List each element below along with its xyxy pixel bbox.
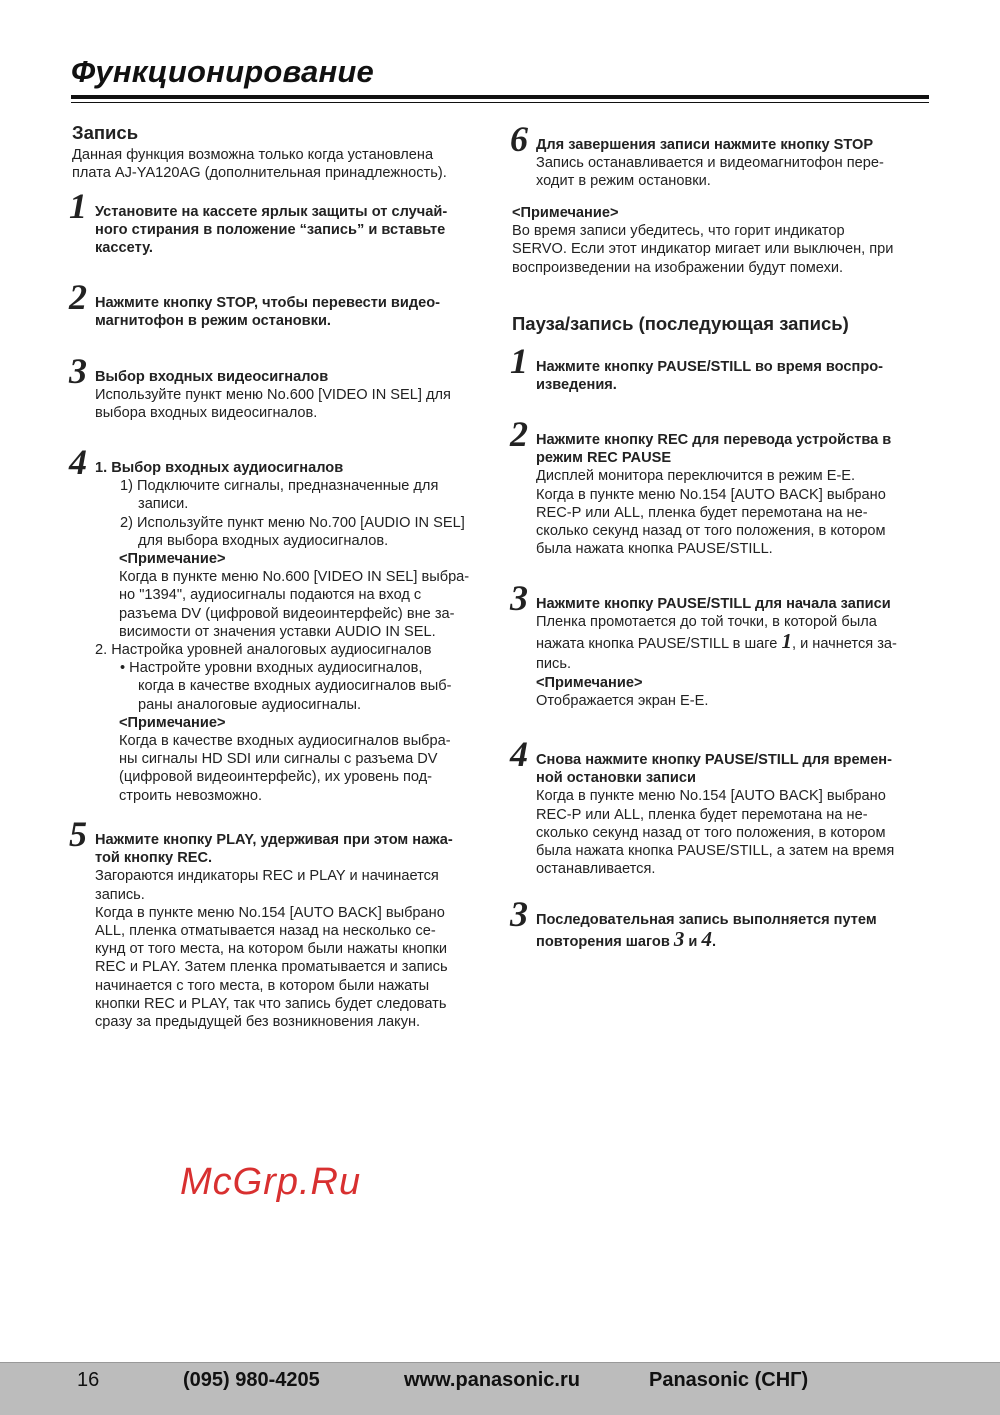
step-number: 5	[69, 814, 87, 854]
line-text: , и начнется за-	[791, 636, 897, 653]
step-line: была нажата кнопка PAUSE/STILL.	[536, 541, 773, 558]
step-line: Когда в пункте меню No.600 [VIDEO IN SEL] выбра-	[119, 569, 470, 586]
page-number: 16	[77, 1369, 100, 1391]
step-number: 1	[69, 186, 87, 226]
step-line: когда в качестве входных аудиосигналов выб-	[138, 678, 452, 695]
pause-step-4	[510, 734, 895, 878]
note-label: <Примечание>	[119, 714, 226, 731]
step-line: Пленка промотается до той точки, в которой была	[536, 614, 877, 631]
step-line: останавливается.	[536, 861, 656, 878]
step-3	[69, 351, 451, 423]
step-line: REC и PLAY. Затем пленка проматывается и запись	[95, 959, 448, 976]
step-line: висимости от значения уставки AUDIO IN SEL.	[119, 623, 436, 640]
line-text: .	[711, 934, 717, 951]
step-line: Установите на кассете ярлык защиты от случай-	[95, 204, 448, 220]
step-line: кунд от того места, на котором были нажаты кнопки	[95, 941, 448, 958]
step-line: ходит в режим остановки.	[536, 173, 711, 190]
step-reference: 4	[701, 927, 712, 952]
step-line: воспроизведении на изображении будут помехи.	[512, 259, 844, 276]
step-line: для выбора входных аудиосигналов.	[138, 532, 389, 549]
step-reference: 3	[673, 927, 685, 952]
step-line: Во время записи убедитесь, что горит индикатор	[512, 223, 845, 240]
step-line: раны аналоговые аудиосигналы.	[138, 696, 362, 713]
step-line: пись.	[536, 656, 572, 673]
step-line: сразу за предыдущей без возникновения лакун.	[95, 1014, 421, 1031]
step-line: (цифровой видеоинтерфейс), их уровень под-	[119, 769, 433, 786]
footer-website[interactable]: www.panasonic.ru	[404, 1369, 580, 1391]
step-number: 6	[510, 119, 528, 159]
step-line: кнопки REC и PLAY, так что запись будет следовать	[95, 995, 447, 1012]
intro-line: Данная функция возможна только когда установлена	[72, 147, 434, 163]
footer-phone: (095) 980-4205	[183, 1369, 320, 1391]
step-number: 3	[69, 351, 87, 391]
section-heading-recording: Запись	[72, 122, 139, 143]
step-line: 1) Подключите сигналы, предназначенные для	[120, 478, 439, 495]
step-line: REC-P или ALL, пленка будет перемотана на не-	[536, 504, 868, 521]
step-line: запись.	[95, 886, 145, 903]
pause-step-3	[510, 894, 877, 953]
section-intro	[72, 146, 447, 182]
watermark: McGrp.Ru	[180, 1161, 362, 1203]
footer-brand: Panasonic (СНГ)	[649, 1369, 809, 1391]
step-number: 4	[510, 734, 528, 774]
step-line: 2. Настройка уровней аналоговых аудиосигналов	[95, 642, 432, 659]
step-line: Отображается экран E-E.	[536, 692, 709, 709]
note-label: <Примечание>	[536, 674, 643, 691]
step-line: Запись останавливается и видеомагнитофон пере-	[536, 155, 884, 172]
page-title: Функционирование	[71, 54, 374, 89]
intro-line: плата AJ-YA120AG (дополнительная принадлежность).	[72, 165, 447, 182]
step-reference: 1	[781, 629, 792, 654]
step-line: Когда в пункте меню No.154 [AUTO BACK] выбрано	[536, 486, 886, 503]
step-line: сколько секунд назад от того положения, в котором	[536, 824, 886, 841]
line-text: повторения шагов	[536, 934, 674, 951]
title-rule-thin	[71, 102, 929, 103]
step-line: изведения.	[536, 377, 617, 394]
step-line: ного стирания в положение “запись” и вставьте	[95, 222, 446, 239]
step-line: разъема DV (цифровой видеоинтерфейс) вне за-	[119, 605, 455, 622]
step-line: Когда в пункте меню No.154 [AUTO BACK] выбрано	[536, 788, 886, 805]
step-line: Когда в качестве входных аудиосигналов выбра-	[119, 733, 451, 750]
note-label: <Примечание>	[119, 551, 226, 568]
step-line: но "1394", аудиосигналы подаются на вход с	[119, 587, 422, 604]
step-line: 1. Выбор входных аудиосигналов	[95, 460, 344, 476]
note-label: <Примечание>	[512, 205, 619, 221]
step-5	[69, 814, 453, 1031]
title-rule-thick	[71, 95, 929, 99]
pause-step-3	[510, 578, 897, 710]
step-line: начинается с того места, в котором были нажаты	[95, 977, 430, 994]
step-line: Дисплей монитора переключится в режим E-E.	[536, 468, 856, 485]
servo-note	[512, 204, 893, 277]
step-line: ALL, пленка отматывается назад на несколько се-	[95, 923, 436, 940]
step-line: сколько секунд назад от того положения, в котором	[536, 523, 886, 540]
step-line: • Настройте уровни входных аудиосигналов,	[120, 660, 423, 677]
step-line: Выбор входных видеосигналов	[95, 369, 329, 385]
step-1	[69, 186, 448, 258]
step-number: 3	[510, 578, 528, 618]
step-number: 2	[69, 277, 87, 317]
step-line: Загораются индикаторы REC и PLAY и начинается	[95, 868, 439, 885]
step-line: ной остановки записи	[536, 770, 696, 787]
step-line: Нажмите кнопку PLAY, удерживая при этом нажа-	[95, 832, 453, 848]
step-line: ны сигналы HD SDI или сигналы с разъема DV	[119, 751, 438, 768]
step-line: была нажата кнопка PAUSE/STILL, а затем на время	[536, 843, 895, 860]
step-line: Нажмите кнопку REC для перевода устройства в	[536, 432, 892, 448]
step-line: Снова нажмите кнопку PAUSE/STILL для времен-	[536, 752, 892, 768]
step-line: Нажмите кнопку STOP, чтобы перевести видео-	[95, 295, 441, 311]
step-line: магнитофон в режим остановки.	[95, 313, 331, 330]
step-line: кассету.	[95, 240, 153, 257]
step-line: режим REC PAUSE	[536, 450, 672, 467]
step-number: 4	[69, 442, 87, 482]
step-number: 3	[510, 894, 528, 934]
step-line: Когда в пункте меню No.154 [AUTO BACK] выбрано	[95, 904, 445, 921]
step-line	[536, 631, 897, 655]
pause-step-2	[510, 414, 892, 558]
step-number: 2	[510, 414, 528, 454]
step-line	[536, 929, 877, 953]
step-line: записи.	[138, 496, 189, 513]
step-line: Нажмите кнопку PAUSE/STILL для начала записи	[536, 596, 891, 612]
step-4	[69, 442, 470, 805]
step-line: 2) Используйте пункт меню No.700 [AUDIO IN SEL]	[120, 514, 465, 531]
step-line: той кнопку REC.	[95, 850, 213, 867]
step-6	[510, 119, 884, 191]
step-line: строить невозможно.	[119, 787, 263, 804]
step-line: выбора входных видеосигналов.	[95, 405, 318, 422]
step-line: Для завершения записи нажмите кнопку STOP	[536, 137, 874, 153]
section-heading-pause-record: Пауза/запись (последующая запись)	[512, 313, 849, 334]
step-number: 1	[510, 341, 528, 381]
step-line: Последовательная запись выполняется путем	[536, 912, 877, 928]
step-2	[69, 277, 441, 330]
page-footer	[0, 1362, 1000, 1415]
step-line: Нажмите кнопку PAUSE/STILL во время воспро-	[536, 359, 884, 375]
step-line: REC-P или ALL, пленка будет перемотана на не-	[536, 806, 868, 823]
pause-step-1	[510, 341, 884, 394]
line-text: нажата кнопка PAUSE/STILL в шаге	[536, 636, 782, 653]
line-text: и	[684, 934, 702, 951]
step-line: Используйте пункт меню No.600 [VIDEO IN SEL] для	[95, 387, 451, 404]
step-line: SERVO. Если этот индикатор мигает или выключен, при	[512, 241, 894, 258]
